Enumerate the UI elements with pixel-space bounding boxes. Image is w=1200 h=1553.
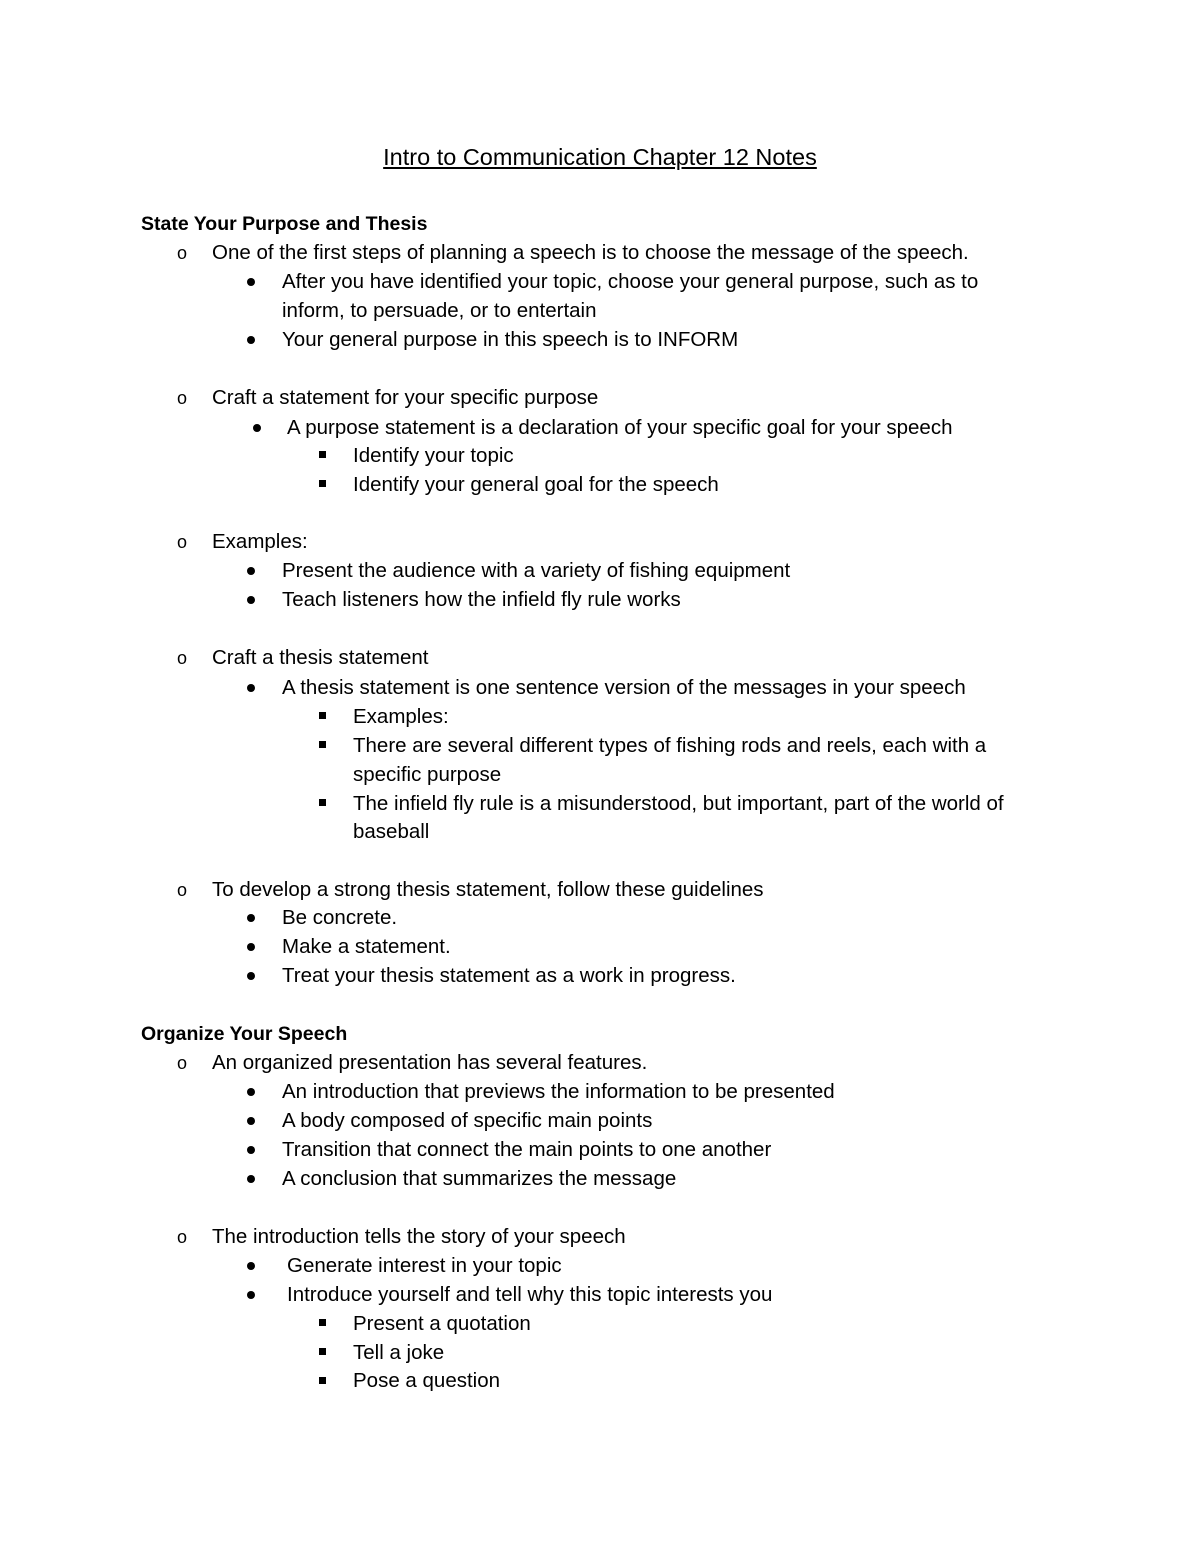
bullet-dot-icon xyxy=(247,972,255,980)
list-item: Transition that connect the main points to one another xyxy=(282,1138,772,1161)
list-item: A conclusion that summarizes the message xyxy=(282,1167,677,1190)
list-item: Examples: xyxy=(212,530,308,553)
bullet-dot-icon xyxy=(247,914,255,922)
bullet-dot-icon xyxy=(247,596,255,604)
section-heading-organize-speech: Organize Your Speech xyxy=(141,1023,348,1045)
section-heading-purpose-thesis: State Your Purpose and Thesis xyxy=(141,213,428,235)
bullet-dot-icon xyxy=(247,1175,255,1183)
circle-bullet-icon: o xyxy=(177,243,188,263)
circle-bullet-icon: o xyxy=(177,648,188,668)
square-bullet-icon xyxy=(319,799,326,806)
square-bullet-icon xyxy=(319,1319,326,1326)
list-item: A purpose statement is a declaration of your specific goal for your speech xyxy=(287,416,953,439)
list-item: Identify your topic xyxy=(353,444,514,467)
list-item: Tell a joke xyxy=(353,1341,445,1364)
list-item: Present a quotation xyxy=(353,1312,531,1335)
list-item: The infield fly rule is a misunderstood, but important, part of the world of xyxy=(353,792,1004,815)
bullet-dot-icon xyxy=(247,1291,255,1299)
list-item: Craft a statement for your specific purpose xyxy=(212,386,599,409)
list-item: Make a statement. xyxy=(282,935,451,958)
bullet-dot-icon xyxy=(247,336,255,344)
bullet-dot-icon xyxy=(247,684,255,692)
bullet-dot-icon xyxy=(247,1088,255,1096)
list-item: To develop a strong thesis statement, follow these guidelines xyxy=(212,878,764,901)
circle-bullet-icon: o xyxy=(177,388,188,408)
circle-bullet-icon: o xyxy=(177,1053,188,1073)
bullet-dot-icon xyxy=(247,1117,255,1125)
list-item: Generate interest in your topic xyxy=(287,1254,562,1277)
square-bullet-icon xyxy=(319,712,326,719)
bullet-dot-icon xyxy=(247,567,255,575)
square-bullet-icon xyxy=(319,451,326,458)
list-item: Treat your thesis statement as a work in progress. xyxy=(282,964,736,987)
list-item: Be concrete. xyxy=(282,906,398,929)
bullet-dot-icon xyxy=(253,424,261,432)
circle-bullet-icon: o xyxy=(177,532,188,552)
bullet-dot-icon xyxy=(247,1262,255,1270)
list-item: Present the audience with a variety of fishing equipment xyxy=(282,559,791,582)
square-bullet-icon xyxy=(319,1377,326,1384)
list-item: Identify your general goal for the speech xyxy=(353,473,719,496)
square-bullet-icon xyxy=(319,1348,326,1355)
list-item-continuation: specific purpose xyxy=(353,763,502,786)
list-item: Craft a thesis statement xyxy=(212,646,429,669)
bullet-dot-icon xyxy=(247,1146,255,1154)
square-bullet-icon xyxy=(319,480,326,487)
circle-bullet-icon: o xyxy=(177,1227,188,1247)
list-item-continuation: baseball xyxy=(353,820,430,843)
list-item-continuation: inform, to persuade, or to entertain xyxy=(282,299,597,322)
page-title: Intro to Communication Chapter 12 Notes xyxy=(383,144,817,170)
list-item: Pose a question xyxy=(353,1369,501,1392)
list-item: After you have identified your topic, choose your general purpose, such as to xyxy=(282,270,979,293)
list-item: Introduce yourself and tell why this topic interests you xyxy=(287,1283,773,1306)
list-item: An organized presentation has several features. xyxy=(212,1051,648,1074)
bullet-dot-icon xyxy=(247,943,255,951)
list-item: There are several different types of fishing rods and reels, each with a xyxy=(353,734,987,757)
list-item: Your general purpose in this speech is to INFORM xyxy=(282,328,739,351)
list-item: One of the first steps of planning a speech is to choose the message of the speech. xyxy=(212,241,969,264)
circle-bullet-icon: o xyxy=(177,880,188,900)
list-item: Teach listeners how the infield fly rule works xyxy=(282,588,681,611)
bullet-dot-icon xyxy=(247,278,255,286)
list-item: An introduction that previews the information to be presented xyxy=(282,1080,835,1103)
list-item: The introduction tells the story of your speech xyxy=(212,1225,626,1248)
list-item: Examples: xyxy=(353,705,449,728)
list-item: A thesis statement is one sentence version of the messages in your speech xyxy=(282,676,966,699)
list-item: A body composed of specific main points xyxy=(282,1109,653,1132)
square-bullet-icon xyxy=(319,741,326,748)
